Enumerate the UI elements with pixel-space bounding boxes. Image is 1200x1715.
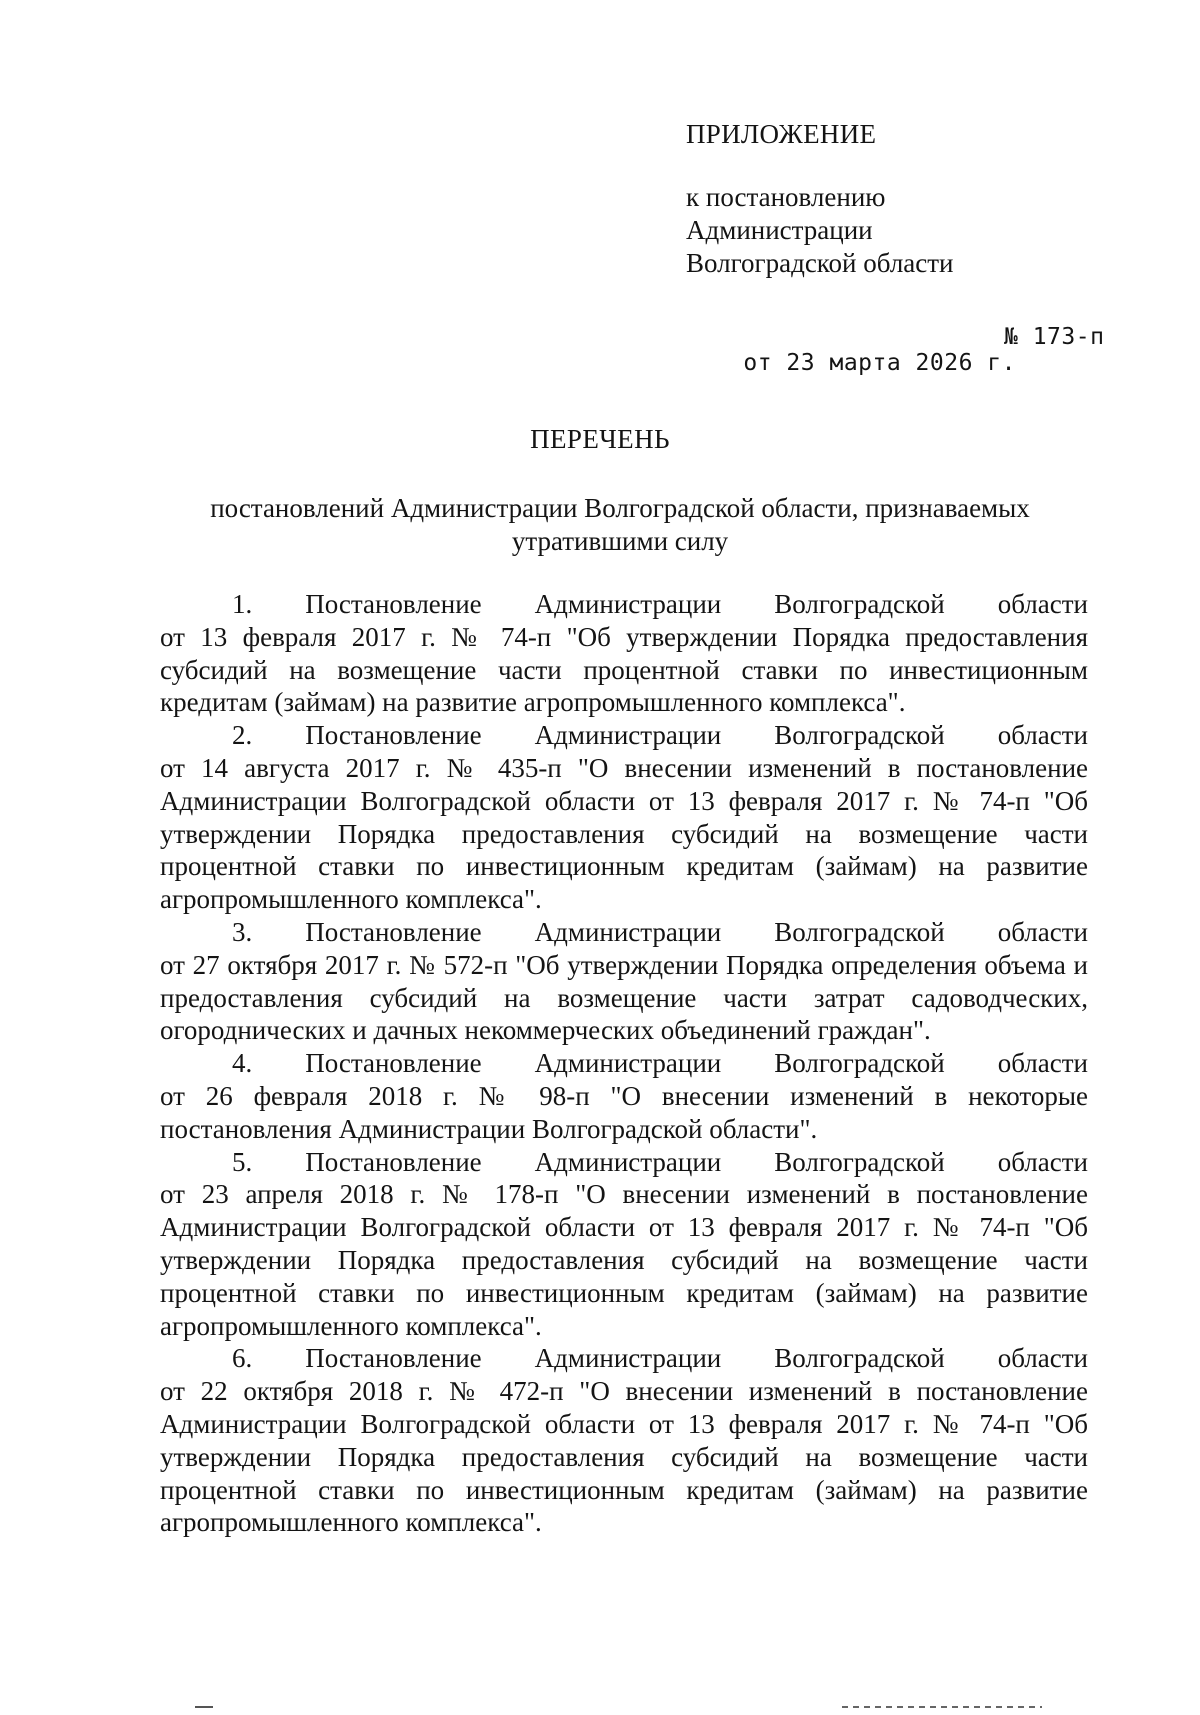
list-item-text: от 22 октября 2018 г. № 472-п "О внесении изменений в постановление Администрации Волгоградской области от 13 февраля 2017 г. № 74-п "Об утверждении Порядка предоставления субсидий на возмещение части процентной ставки по инвестиционным кредитам (займам) на развитие агропромышленного комплекса". bbox=[160, 1376, 1088, 1538]
appendix-line-1: к постановлению bbox=[686, 182, 886, 212]
list-item bbox=[160, 588, 1088, 719]
appendix-title: ПРИЛОЖЕНИЕ bbox=[686, 119, 877, 149]
list-item-word: Постановление bbox=[305, 720, 482, 751]
list-item-text: от 13 февраля 2017 г. № 74-п "Об утверждении Порядка предоставления субсидий на возмещение части процентной ставки по инвестиционным кредитам (займам) на развитие агропромышленного комплекса". bbox=[160, 621, 1088, 718]
list-item-word: Постановление bbox=[305, 589, 482, 619]
list-item-word: области bbox=[997, 1343, 1088, 1374]
list-item-word: Волгоградской bbox=[774, 1343, 945, 1374]
list-item-number: 2. bbox=[232, 720, 253, 751]
list-item-word: Волгоградской bbox=[774, 1146, 945, 1177]
scan-edge-marks bbox=[0, 1700, 1200, 1715]
list-item-word: Волгоградской bbox=[774, 720, 945, 751]
list-item-first-line bbox=[160, 588, 1088, 621]
list-item bbox=[160, 1146, 1088, 1343]
list-item-first-line bbox=[160, 916, 1088, 949]
appendix-line-3: Волгоградской области bbox=[686, 248, 954, 278]
appendix-header bbox=[686, 118, 1126, 280]
resolution-number: № 173-п bbox=[1004, 324, 1105, 350]
list-item-word: области bbox=[997, 1146, 1088, 1177]
list-item-number: 6. bbox=[232, 1343, 253, 1374]
resolution-date-line bbox=[686, 324, 1126, 428]
list-item-word: Администрации bbox=[534, 1048, 722, 1079]
list-item-word: области bbox=[997, 720, 1088, 751]
list-item-first-line bbox=[160, 719, 1088, 752]
list-item-word: Администрации bbox=[534, 1343, 722, 1374]
list-item-word: Администрации bbox=[534, 1146, 722, 1177]
list-item-number: 1. bbox=[232, 589, 253, 619]
list-item-word: области bbox=[997, 1048, 1088, 1079]
list-item-number: 5. bbox=[232, 1146, 253, 1177]
list-item bbox=[160, 719, 1088, 916]
list-item-text: от 27 октября 2017 г. № 572-п "Об утверждении Порядка определения объема и предоставления субсидий на возмещение части затрат садоводческих, огороднических и дачных некоммерческих объединений граждан". bbox=[160, 949, 1088, 1046]
scan-mark bbox=[842, 1706, 1042, 1708]
list-item-number: 4. bbox=[232, 1048, 253, 1079]
list-item-first-line bbox=[160, 1146, 1088, 1179]
list-item-number: 3. bbox=[232, 916, 253, 947]
list-item-text: от 23 апреля 2018 г. № 178-п "О внесении изменений в постановление Администрации Волгоградской области от 13 февраля 2017 г. № 74-п "Об утверждении Порядка предоставления субсидий на возмещение части процентной ставки по инвестиционным кредитам (займам) на развитие агропромышленного комплекса". bbox=[160, 1179, 1088, 1341]
list-item-first-line bbox=[160, 1047, 1088, 1080]
list-item bbox=[160, 1047, 1088, 1145]
document-title: ПЕРЕЧЕНЬ bbox=[530, 424, 670, 454]
list-item-word: Администрации bbox=[534, 720, 722, 751]
list-item-word: области bbox=[997, 589, 1088, 619]
list-item-word: Постановление bbox=[305, 1343, 482, 1374]
resolution-date: от 23 марта 2026 г. bbox=[743, 350, 1016, 376]
list-item-word: Постановление bbox=[305, 1048, 482, 1079]
document-subtitle: постановлений Администрации Волгоградской области, признаваемых утратившими силу bbox=[210, 493, 1030, 556]
list-item-word: Волгоградской bbox=[774, 1048, 945, 1079]
list-item bbox=[160, 1342, 1088, 1539]
list-item-text: от 14 августа 2017 г. № 435-п "О внесении изменений в постановление Администрации Волгоградской области от 13 февраля 2017 г. № 74-п "Об утверждении Порядка предоставления субсидий на возмещение части процентной ставки по инвестиционным кредитам (займам) на развитие агропромышленного комплекса". bbox=[160, 752, 1088, 915]
list-item-word: области bbox=[997, 916, 1088, 947]
list-item-word: Постановление bbox=[305, 916, 482, 947]
list-item-text: от 26 февраля 2018 г. № 98-п "О внесении изменений в некоторые постановления Администрации Волгоградской области". bbox=[160, 1080, 1088, 1144]
list-item-word: Постановление bbox=[305, 1146, 482, 1177]
list-item bbox=[160, 916, 1088, 1047]
list-item-word: Администрации bbox=[534, 589, 722, 619]
list-item-word: Волгоградской bbox=[774, 589, 945, 619]
list-item-first-line bbox=[160, 1342, 1088, 1375]
list-item-word: Администрации bbox=[534, 916, 722, 947]
scan-mark bbox=[195, 1706, 213, 1708]
list-item-word: Волгоградской bbox=[774, 916, 945, 947]
resolution-list bbox=[160, 588, 1088, 1539]
appendix-line-2: Администрации bbox=[686, 215, 873, 245]
